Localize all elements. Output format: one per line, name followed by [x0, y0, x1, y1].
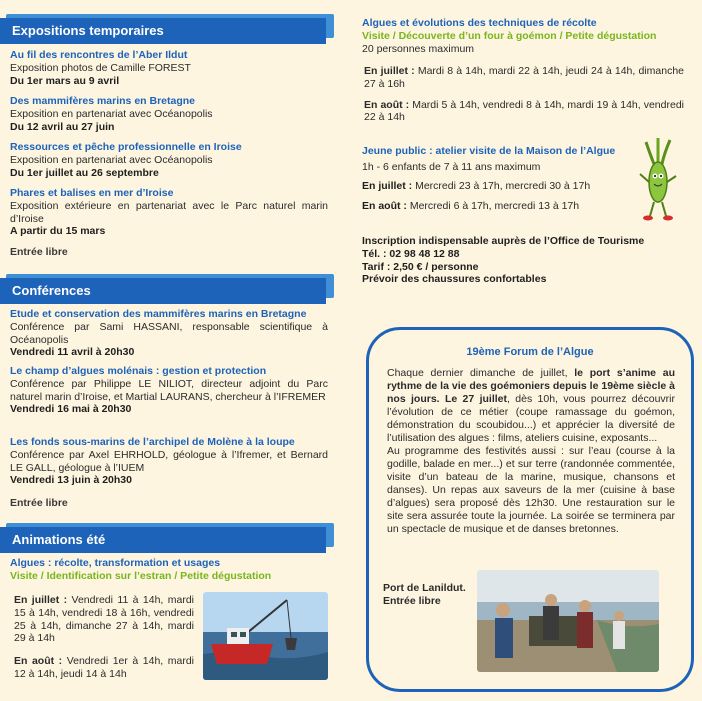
algues-block — [10, 557, 328, 583]
forum-photo — [477, 570, 659, 672]
expo-title: Au fil des rencontres de l’Aber Ildut — [10, 49, 188, 61]
expo-desc: Exposition photos de Camille FOREST — [10, 61, 191, 74]
juillet-text: Mardi 8 à 14h, mardi 22 à 14h, jeudi 24 à 14h, dimanche 27 à 16h — [364, 65, 684, 90]
forum-body — [387, 367, 675, 536]
jeune-aout — [362, 200, 632, 213]
expo-item-4 — [10, 187, 328, 238]
jeune-capacity: 1h - 6 enfants de 7 à 11 ans maximum — [362, 160, 541, 173]
conf-dates: Vendredi 16 mai à 20h30 — [10, 403, 132, 416]
forum-location — [383, 582, 479, 608]
expo-title: Ressources et pêche professionnelle en Iroise — [10, 141, 242, 153]
forum-title: 19ème Forum de l’Algue — [466, 346, 594, 358]
expo-desc: Exposition en partenariat avec Océanopolis — [10, 153, 213, 166]
forum-paragraph-1 — [387, 367, 675, 445]
conf-desc: Conférence par Philippe LE NILIOT, directeur adjoint du Parc naturel marin d’Iroise, et Martial LAURANS, chercheur à l’IFREMER — [10, 377, 328, 403]
aout-label: En août : — [14, 655, 63, 668]
algues-subtitle: Visite / Identification sur l’estran / Petite dégustation — [10, 569, 272, 582]
boat-photo — [203, 592, 328, 680]
conf-desc: Conférence par Axel EHRHOLD, géologue à l’Ifremer, et Bernard LE GALL, géologue à l’IUEM — [10, 448, 328, 474]
inscription-block — [362, 235, 682, 286]
conf-desc: Conférence par Sami HASSANI, responsable scientifique à Océanopolis — [10, 320, 328, 346]
juillet-label: En juillet : — [14, 594, 68, 606]
juillet-label: En juillet : — [362, 179, 413, 192]
conf-dates: Vendredi 13 juin à 20h30 — [10, 474, 132, 487]
aout-text: Mardi 5 à 14h, vendredi 8 à 14h, mardi 19 à 14h, vendredi 22 à 14h — [364, 98, 684, 124]
juillet-label: En juillet : — [364, 65, 415, 77]
expo-item-1 — [10, 49, 328, 87]
juillet-text: Vendredi 11 à 14h, mardi 15 à 14h, vendredi 18 à 16h, vendredi 25 à 14h, dimanche 27 à 14h, mardi 29 à 14h — [14, 594, 194, 645]
expositions-header: Expositions temporaires — [0, 18, 326, 44]
inscription-shoes: Prévoir des chaussures confortables — [362, 273, 547, 286]
inscription-phone: Tél. : 02 98 48 12 88 — [362, 247, 460, 260]
evolutions-title: Algues et évolutions des techniques de récolte — [362, 17, 597, 29]
jeune-juillet — [362, 180, 632, 193]
conferences-banner — [0, 278, 332, 308]
forum-paragraph-2: Au programme des festivités aussi : sur l’eau (course à la godille, balade en mer...) et sur terre (randonnée commentée, visite d’un bateau de la marine, musique, chansons et danses). Un repas aux saveurs de la mer (cuisine à base d’algues) sera proposé dès 12h30. Une restauration sur le site sera assurée toute la journée. La soirée se terminera par un spectacle de musique et de danses bretonnes. — [387, 445, 675, 536]
animations-header: Animations été — [0, 527, 326, 553]
forum-place: Port de Lanildut. — [383, 582, 466, 594]
aout-label: En août : — [364, 98, 410, 111]
conf-title: Le champ d’algues molénais : gestion et protection — [10, 365, 267, 377]
expo-entree: Entrée libre — [10, 246, 68, 258]
harbor-people-image — [477, 570, 659, 672]
algues-juillet — [14, 594, 194, 645]
expo-desc: Exposition extérieure en partenariat avec le Parc naturel marin d’Iroise — [10, 199, 328, 225]
expo-dates: Du 1er mars au 9 avril — [10, 74, 120, 87]
jeune-block — [362, 145, 632, 213]
algues-title: Algues : récolte, transformation et usages — [10, 557, 221, 569]
expo-item-2 — [10, 95, 328, 133]
algae-mascot-icon — [636, 138, 682, 222]
conf-item-2 — [10, 365, 328, 416]
forum-p1-c: , dès 10h, vous pourrez découvrir l’évolution de ce métier (coupe ramassage du goémon, démonstration du scoubidou...) et apprécier la diversité de l’utilisation des algues : films, ateliers cuisine, exposants... — [387, 393, 675, 445]
algues-schedule — [14, 594, 194, 681]
conf-entree: Entrée libre — [10, 497, 68, 509]
forum-p1-b: le port s’anime au rythme de la vie des goémoniers depuis le 19ème siècle à nos jours. Le 27 juillet — [387, 367, 675, 406]
evolutions-subtitle: Visite / Découverte d’un four à goémon / Petite dégustation — [362, 29, 657, 42]
jeune-title: Jeune public : atelier visite de la Maison de l’Algue — [362, 145, 616, 157]
animations-banner — [0, 527, 332, 557]
conferences-header: Conférences — [0, 278, 326, 304]
conf-item-1 — [10, 308, 328, 359]
expositions-banner — [0, 18, 332, 48]
aout-label: En août : — [362, 200, 407, 213]
expo-dates: Du 1er juillet au 26 septembre — [10, 166, 159, 179]
conf-item-3 — [10, 436, 328, 487]
inscription-line1: Inscription indispensable auprès de l’Office de Tourisme — [362, 235, 645, 247]
forum-entree: Entrée libre — [383, 594, 441, 607]
conf-title: Les fonds sous-marins de l’archipel de Molène à la loupe — [10, 436, 295, 448]
evolutions-block — [362, 17, 692, 55]
evolutions-juillet — [364, 65, 684, 91]
expo-dates: Du 12 avril au 27 juin — [10, 120, 115, 133]
evolutions-capacity: 20 personnes maximum — [362, 42, 475, 55]
aout-text: Vendredi 1er à 14h, mardi 12 à 14h, jeudi 14 à 14h — [14, 655, 195, 680]
forum-box — [366, 327, 694, 692]
forum-p1-a: Chaque dernier dimanche de juillet, — [387, 367, 575, 379]
juillet-text: Mercredi 23 à 17h, mercredi 30 à 17h — [415, 179, 591, 192]
algues-aout — [14, 655, 194, 681]
expo-item-3 — [10, 141, 328, 179]
expo-title: Phares et balises en mer d’Iroise — [10, 187, 174, 199]
expo-title: Des mammifères marins en Bretagne — [10, 95, 195, 107]
evolutions-aout — [364, 99, 684, 125]
boat-crane-image — [203, 592, 328, 680]
expo-dates: A partir du 15 mars — [10, 225, 106, 238]
inscription-tarif: Tarif : 2,50 € / personne — [362, 260, 479, 273]
conf-dates: Vendredi 11 avril à 20h30 — [10, 346, 135, 359]
evolutions-schedule — [364, 65, 684, 124]
conf-title: Etude et conservation des mammifères marins en Bretagne — [10, 308, 307, 320]
expo-desc: Exposition en partenariat avec Océanopolis — [10, 107, 213, 120]
aout-text: Mercredi 6 à 17h, mercredi 13 à 17h — [409, 200, 580, 213]
